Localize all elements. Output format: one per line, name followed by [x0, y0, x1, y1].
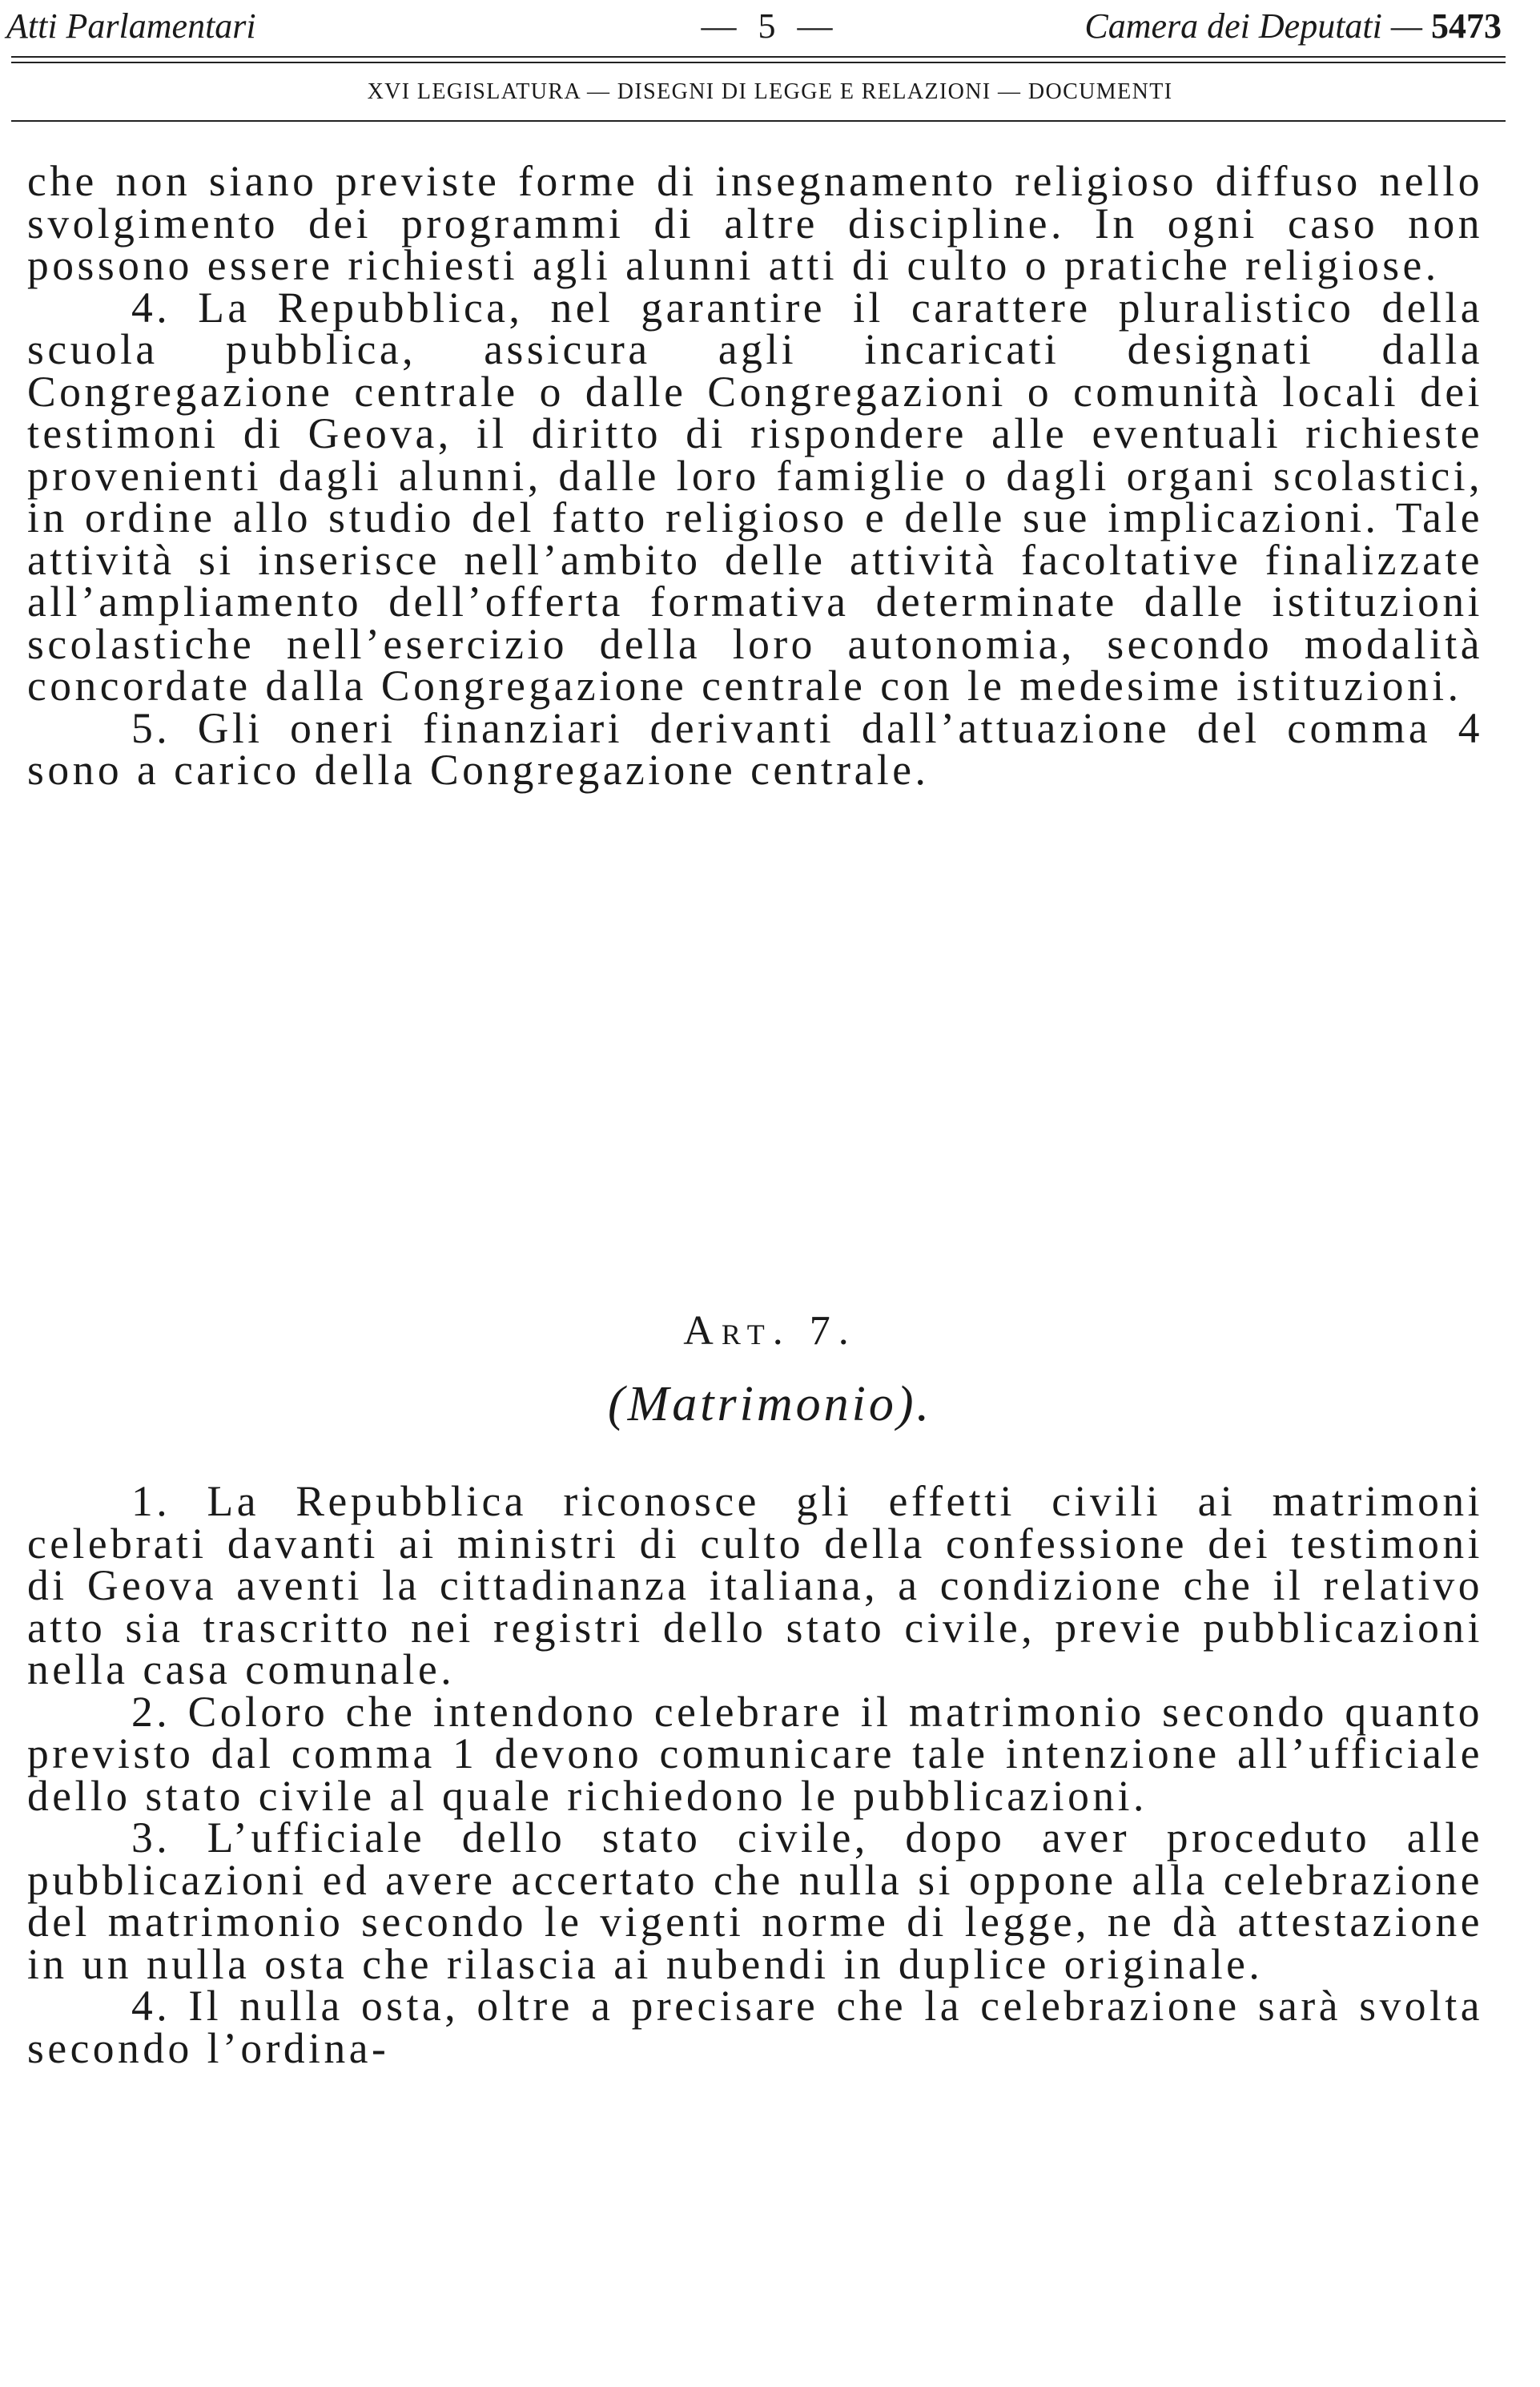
header-rule-top — [11, 56, 1506, 58]
document-number: 5473 — [1431, 6, 1502, 46]
article-7-comma-4: 4. Il nulla osta, oltre a precisare che la celebrazione sarà svolta secondo l’ordina- — [27, 1982, 1483, 2072]
paragraph-comma-4: 4. La Repubblica, nel garantire il carattere pluralistico della scuola pubblica, assicura agli incaricati designati dalla Congregazione centrale o dalle Congregazioni o comunità locali dei testimoni di Geova, il diritto di rispondere alle eventuali richieste provenienti dagli alunni, dalle loro famiglie o dagli organi scolastici, in ordine allo studio del fatto religioso e delle sue implicazioni. Tale attività si inserisce nell’ambito delle attività facoltative finalizzate all’ampliamento dell’offerta formativa determinate dalle istituzioni scolastiche nell’esercizio della loro autonomia, secondo modalità concordate dalla Congregazione centrale con le medesime istituzioni. — [27, 283, 1483, 710]
article-7-body — [27, 1477, 1483, 2072]
header-rule-bottom — [11, 120, 1506, 122]
header-rule-second — [11, 62, 1506, 63]
article-7-comma-3: 3. L’ufficiale dello stato civile, dopo aver proceduto alle pubblicazioni ed avere accertato che nulla si oppone alla celebrazione del matrimonio secondo le vigenti norme di legge, ne dà attestazione in un nulla osta che rilascia ai nubendi in duplice originale. — [27, 1813, 1483, 1988]
article-title: (Matrimonio). — [607, 1377, 933, 1431]
chamber-name: Camera dei Deputati — — [1084, 6, 1422, 46]
section-continuation — [27, 157, 1483, 794]
paragraph-comma-5: 5. Gli oneri finanziari derivanti dall’attuazione del comma 4 sono a carico della Congregazione centrale. — [27, 703, 1483, 794]
page-header — [0, 0, 1540, 58]
article-7-comma-1: 1. La Repubblica riconosce gli effetti civili ai matrimoni celebrati davanti ai ministri di culto della confessione dei testimoni di Geova aventi la cittadinanza italiana, a condizione che il relativo atto sia trascritto nei registri dello stato civile, previe pubblicazioni nella casa comunale. — [27, 1477, 1483, 1693]
chamber-label — [1084, 3, 1502, 50]
article-number: Art. 7. — [683, 1308, 857, 1354]
publication-title: Atti Parlamentari — [6, 6, 256, 46]
legislature-subheader: XVI LEGISLATURA — DISEGNI DI LEGGE E RELAZIONI — DOCUMENTI — [367, 79, 1173, 104]
page-number: — 5 — — [701, 6, 839, 46]
paragraph-continuation: che non siano previste forme di insegnamento religioso diffuso nello svolgimento dei programmi di altre discipline. In ogni caso non possono essere richiesti agli alunni atti di culto o pratiche religiose. — [27, 157, 1483, 289]
article-7-comma-2: 2. Coloro che intendono celebrare il matrimonio secondo quanto previsto dal comma 1 devono comunicare tale intenzione all’ufficiale dello stato civile al quale richiedono le pubblicazioni. — [27, 1687, 1483, 1820]
